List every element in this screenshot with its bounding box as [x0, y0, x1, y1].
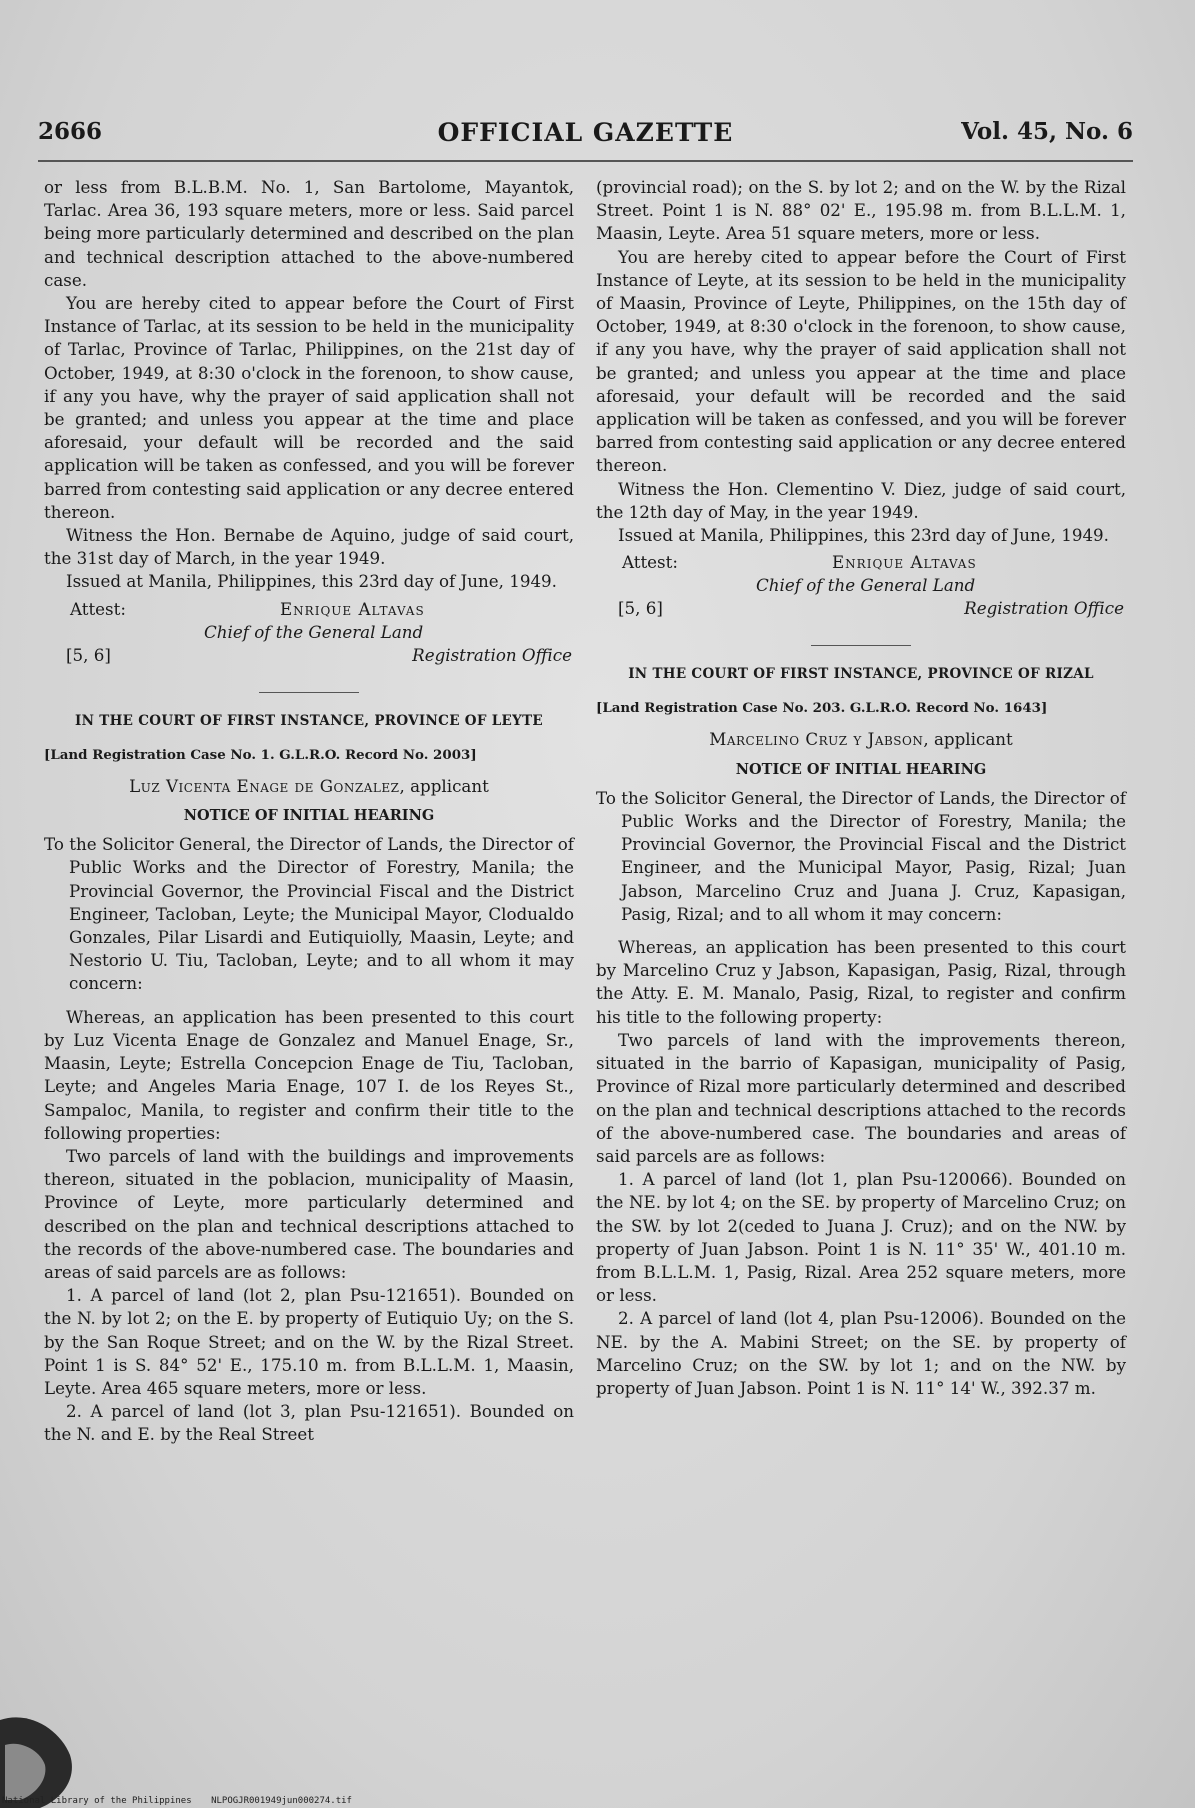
paragraph: Whereas, an application has been presented to this court by Marcelino Cruz y Jabson, Kapasigan, Pasig, Rizal, through the Atty. E. M. Manalo, Pasig, Rizal, to register and confirm his title to the following property: [596, 937, 1126, 1027]
paragraph: Issued at Manila, Philippines, this 23rd day of June, 1949. [66, 571, 557, 592]
case-reference: [Land Registration Case No. 1. G.L.R.O. Record No. 2003] [44, 746, 477, 763]
right-column [596, 176, 1126, 1400]
attest-office: Registration Office [412, 644, 572, 665]
notice-heading: NOTICE OF INITIAL HEARING [183, 807, 435, 825]
section-divider [259, 692, 359, 693]
publication-title: OFFICIAL GAZETTE [437, 118, 734, 147]
attest-label: Attest: [70, 598, 126, 619]
attest-office: Registration Office [964, 598, 1124, 619]
attest-name: Enrique Altavas [280, 598, 425, 619]
court-heading: IN THE COURT OF FIRST INSTANCE, PROVINCE OF RIZAL [628, 666, 1094, 683]
applicant-name: Luz Vicenta Enage de Gonzalez [129, 775, 400, 796]
attest-title: Chief of the General Land [756, 575, 976, 596]
library-credit: National Library of the Philippines [2, 1796, 192, 1806]
paragraph: 2. A parcel of land (lot 4, plan Psu-12006). Bounded on the NE. by the A. Mabini Street; on the SE. by property of Marcelino Cruz; on the SW. by lot 1; and on the NW. by property of Juan Jabson. Point 1 is N. 11° 14' W., 392.37 m. [596, 1308, 1126, 1398]
section-divider [811, 645, 911, 646]
paragraph: 2. A parcel of land (lot 3, plan Psu-121651). Bounded on the N. and E. by the Real Street [44, 1401, 574, 1445]
paragraph: Witness the Hon. Bernabe de Aquino, judge of said court, the 31st day of March, in the year 1949. [44, 525, 574, 569]
volume-number: Vol. 45, No. 6 [961, 118, 1133, 145]
paragraph: Issued at Manila, Philippines, this 23rd day of June, 1949. [618, 525, 1109, 546]
applicant-suffix: , applicant [923, 729, 1013, 750]
applicant-line [44, 775, 574, 798]
paragraph: Two parcels of land with the buildings and improvements thereon, situated in the poblacion, municipality of Maasin, Province of Leyte, more particularly determined and described on the plan and technical descriptions attached to the records of the above-numbered case. The boundaries and areas of said parcels are as follows: [44, 1145, 574, 1282]
paragraph: You are hereby cited to appear before the Court of First Instance of Tarlac, at its session to be held in the municipality of Tarlac, Province of Tarlac, Philippines, on the 21st day of October, 1949, at 8:30 o'clock in the forenoon, to show cause, if any you have, why the prayer of said application shall not be granted; and unless you appear at the time and place aforesaid, your default will be recorded and the said application will be taken as confessed, and you will be forever barred from contesting said application or any decree entered thereon. [44, 293, 574, 522]
applicant-line [596, 728, 1126, 751]
applicant-name: Marcelino Cruz y Jabson [709, 729, 924, 750]
left-column [44, 176, 574, 1447]
addressee-block: To the Solicitor General, the Director of Lands, the Director of Public Works and the Director of Forestry, Manila; the Provincial Governor, the Provincial Fiscal and the District Engineer, and the Municipal Mayor, Pasig, Rizal; Juan Jabson, Marcelino Cruz and Juana J. Cruz, Kapasigan, Pasig, Rizal; and to all whom it may concern: [596, 787, 1126, 924]
applicant-suffix: , applicant [399, 775, 489, 796]
page-header [38, 118, 1133, 152]
thumb-shadow [0, 1700, 80, 1808]
issue-reference: [5, 6] [66, 644, 111, 665]
attestation-block [596, 551, 1126, 623]
attestation-block [44, 598, 574, 670]
paragraph: Witness the Hon. Clementino V. Diez, judge of said court, the 12th day of May, in the year 1949. [596, 478, 1126, 522]
paragraph: (provincial road); on the S. by lot 2; and on the W. by the Rizal Street. Point 1 is N. 88° 02' E., 195.98 m. from B.L.L.M. 1, Maasin, Leyte. Area 51 square meters, more or less. [596, 177, 1126, 244]
paragraph: Two parcels of land with the improvements thereon, situated in the barrio of Kapasigan, municipality of Pasig, Province of Rizal more particularly determined and described on the plan and technical descriptions attached to the records of the above-numbered case. The boundaries and areas of said parcels are as follows: [596, 1029, 1126, 1166]
scan-filename: NLPOGJR001949jun000274.tif [211, 1796, 352, 1806]
attest-title: Chief of the General Land [204, 621, 424, 642]
addressee-block: To the Solicitor General, the Director of Lands, the Director of Public Works and the Director of Forestry, Manila; the Provincial Governor, the Provincial Fiscal and the District Engineer, Tacloban, Leyte; the Municipal Mayor, Clodualdo Gonzales, Pilar Lisardi and Eutiquiolly, Maasin, Leyte; and Nestorio U. Tiu, Tacloban, Leyte; and to all whom it may concern: [44, 834, 574, 994]
paragraph: 1. A parcel of land (lot 1, plan Psu-120066). Bounded on the NE. by lot 4; on the SE. by property of Marcelino Cruz; on the SW. by lot 2(ceded to Juana J. Cruz); and on the NW. by property of Juan Jabson. Point 1 is N. 11° 35' W., 401.10 m. from B.L.L.M. 1, Pasig, Rizal. Area 252 square meters, more or less. [596, 1169, 1126, 1306]
header-rule [38, 160, 1133, 162]
scan-footer [2, 1796, 366, 1806]
paragraph: You are hereby cited to appear before the Court of First Instance of Leyte, at its session to be held in the municipality of Maasin, Province of Leyte, Philippines, on the 15th day of October, 1949, at 8:30 o'clock in the forenoon, to show cause, if any you have, why the prayer of said application shall not be granted; and unless you appear at the time and place aforesaid, your default will be recorded and the said application will be taken as confessed, and you will be forever barred from contesting said application or any decree entered thereon. [596, 246, 1126, 476]
court-heading: IN THE COURT OF FIRST INSTANCE, PROVINCE OF LEYTE [74, 712, 544, 729]
issue-reference: [5, 6] [618, 598, 663, 619]
attest-label: Attest: [622, 552, 678, 573]
notice-heading: NOTICE OF INITIAL HEARING [735, 760, 987, 778]
paragraph: Whereas, an application has been presented to this court by Luz Vicenta Enage de Gonzalez and Manuel Enage, Sr., Maasin, Leyte; Estrella Concepcion Enage de Tiu, Tacloban, Leyte; and Angeles Maria Enage, 107 I. de los Reyes St., Sampaloc, Manila, to register and confirm their title to the following properties: [44, 1006, 574, 1143]
paragraph: or less from B.L.B.M. No. 1, San Bartolome, Mayantok, Tarlac. Area 36, 193 square meters, more or less. Said parcel being more particularly determined and described on the plan and technical description attached to the above-numbered case. [44, 177, 574, 290]
attest-name: Enrique Altavas [832, 552, 977, 573]
case-reference: [Land Registration Case No. 203. G.L.R.O. Record No. 1643] [596, 700, 1048, 717]
paragraph: 1. A parcel of land (lot 2, plan Psu-121651). Bounded on the N. by lot 2; on the E. by property of Eutiquio Uy; on the S. by the San Roque Street; and on the W. by the Rizal Street. Point 1 is S. 84° 52' E., 175.10 m. from B.L.L.M. 1, Maasin, Leyte. Area 465 square meters, more or less. [44, 1285, 574, 1398]
page-number: 2666 [38, 118, 103, 145]
